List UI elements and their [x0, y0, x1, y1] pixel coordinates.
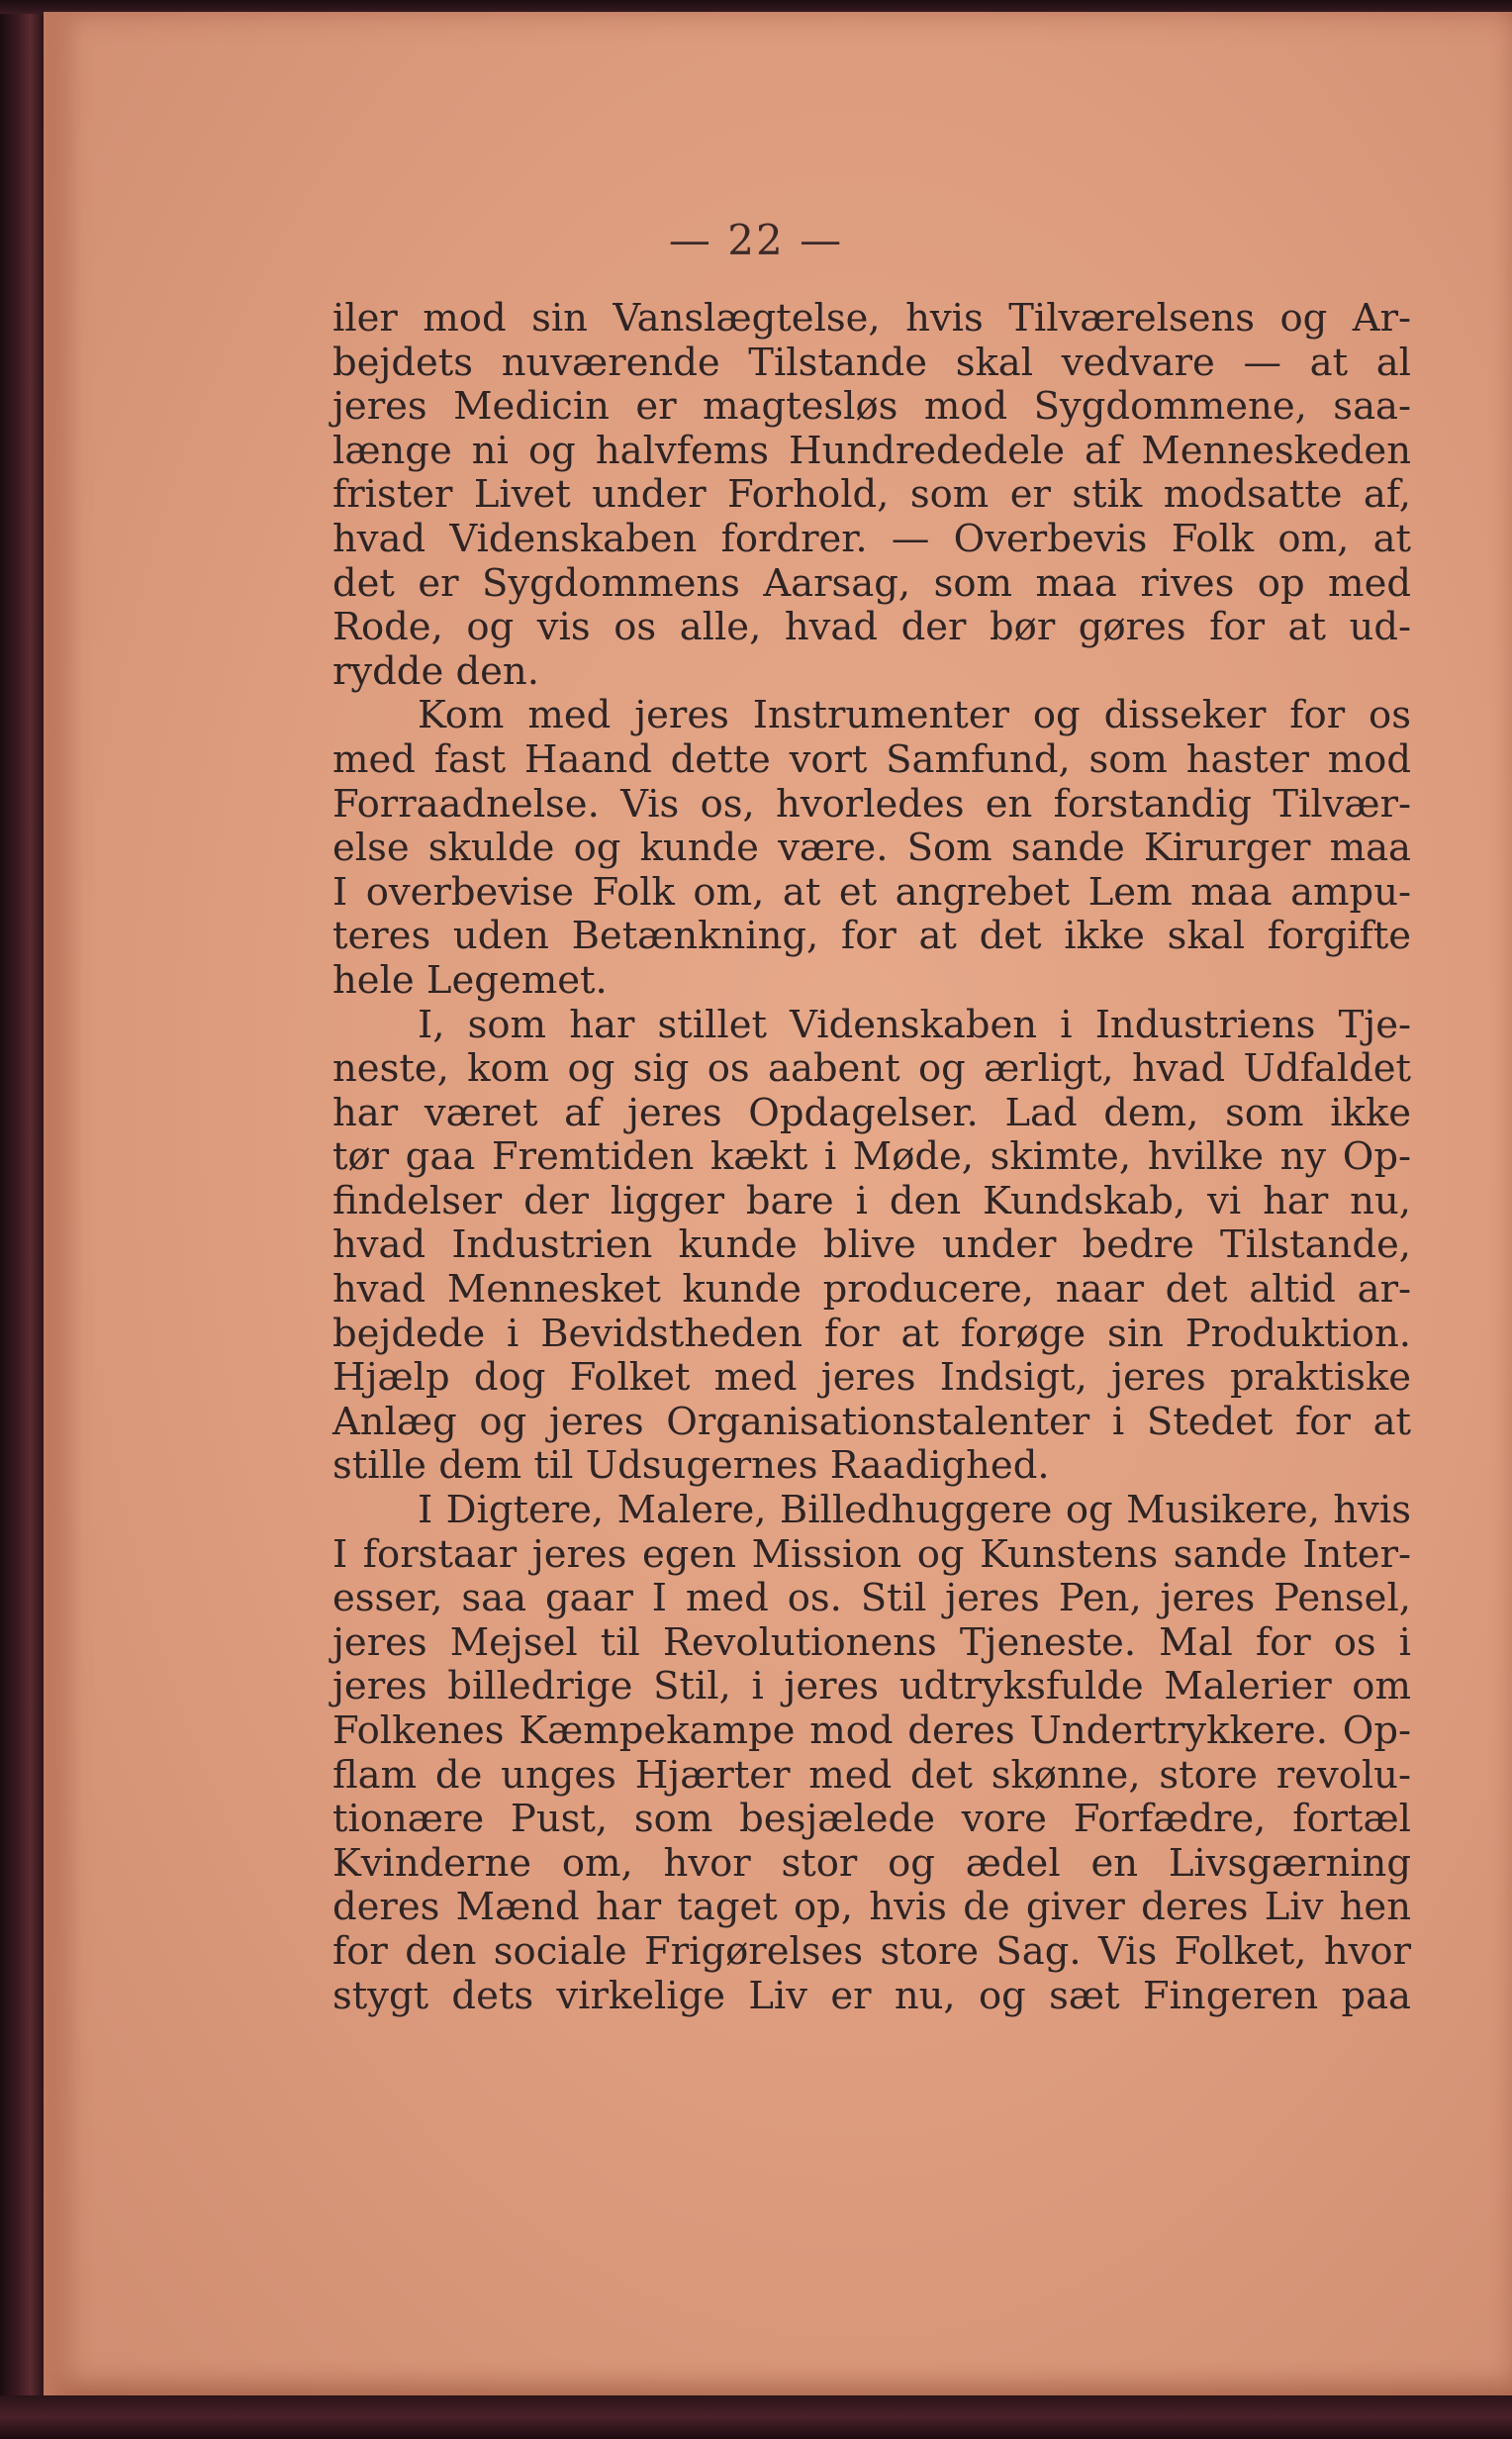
text-line: deres Mænd har taget op, hvis de giver deres Liv hen: [332, 1885, 1411, 1930]
text-line: Rode, og vis os alle, hvad der bør gøres for at ud-: [332, 605, 1411, 650]
text-line: tionære Pust, som besjælede vore Forfædre, fortæl: [332, 1797, 1411, 1842]
text-line: hvad Videnskaben fordrer. — Overbevis Folk om, at: [332, 516, 1411, 561]
text-line: flam de unges Hjærter med det skønne, store revolu-: [332, 1752, 1411, 1798]
text-line: bejdets nuværende Tilstande skal vedvare — at al: [332, 340, 1411, 385]
book-binding-bottom: [0, 2395, 1512, 2439]
text-line: længe ni og halvfems Hundrededele af Menneskeden: [332, 428, 1411, 473]
text-line: else skulde og kunde være. Som sande Kirurger maa: [332, 826, 1411, 871]
text-line: I, som har stillet Videnskaben i Industriens Tje-: [418, 1002, 1411, 1047]
text-line: frister Livet under Forhold, som er stik modsatte af,: [332, 472, 1411, 518]
text-line: stille dem til Udsugernes Raadighed.: [332, 1443, 1050, 1489]
text-line: Forraadnelse. Vis os, hvorledes en forstandig Tilvær-: [332, 781, 1411, 827]
text-line: det er Sygdommens Aarsag, som maa rives op med: [332, 560, 1411, 606]
text-line: rydde den.: [332, 648, 539, 694]
text-line: hele Legemet.: [332, 957, 608, 1003]
text-line: I Digtere, Malere, Billedhuggere og Musikere, hvis: [418, 1488, 1411, 1533]
text-line: hvad Industrien kunde blive under bedre Tilstande,: [332, 1222, 1411, 1268]
text-line: findelser der ligger bare i den Kundskab, vi har nu,: [332, 1178, 1411, 1223]
text-line: har været af jeres Opdagelser. Lad dem, som ikke: [332, 1090, 1411, 1135]
text-line: I overbevise Folk om, at et angrebet Lem maa ampu-: [332, 869, 1411, 915]
text-line: esser, saa gaar I med os. Stil jeres Pen, jeres Pensel,: [332, 1576, 1411, 1621]
text-line: bejdede i Bevidstheden for at forøge sin Produktion.: [332, 1311, 1411, 1356]
text-line: for den sociale Frigørelses store Sag. Vis Folket, hvor: [332, 1928, 1411, 1974]
text-line: stygt dets virkelige Liv er nu, og sæt Fingeren paa: [332, 1973, 1411, 2018]
text-line: Kom med jeres Instrumenter og disseker for os: [418, 693, 1411, 738]
page-number: — 22 —: [668, 216, 844, 264]
text-line: tør gaa Fremtiden kækt i Møde, skimte, hvilke ny Op-: [332, 1134, 1411, 1180]
text-line: teres uden Betænkning, for at det ikke skal forgifte: [332, 914, 1411, 959]
text-line: Kvinderne om, hvor stor og ædel en Livsgærning: [332, 1840, 1411, 1886]
text-line: jeres Mejsel til Revolutionens Tjeneste. Mal for os i: [332, 1619, 1411, 1665]
text-line: iler mod sin Vanslægtelse, hvis Tilværelsens og Ar-: [332, 296, 1411, 341]
text-line: jeres Medicin er magtesløs mod Sygdommene, saa-: [332, 384, 1411, 430]
text-line: I forstaar jeres egen Mission og Kunstens sande Inter-: [332, 1531, 1411, 1577]
text-line: jeres billedrige Stil, i jeres udtryksfulde Malerier om: [332, 1664, 1411, 1709]
text-line: med fast Haand dette vort Samfund, som haster mod: [332, 736, 1411, 782]
text-line: hvad Mennesket kunde producere, naar det altid ar-: [332, 1267, 1411, 1313]
page-gutter-shadow: [44, 12, 83, 2395]
body-text: [332, 297, 1411, 2018]
book-binding-left: [0, 0, 44, 2439]
text-line: Hjælp dog Folket med jeres Indsigt, jeres praktiske: [332, 1355, 1411, 1401]
text-line: Anlæg og jeres Organisationstalenter i Stedet for at: [332, 1399, 1411, 1444]
text-line: Folkenes Kæmpekampe mod deres Undertrykkere. Op-: [332, 1708, 1411, 1753]
text-line: neste, kom og sig os aabent og ærligt, hvad Udfaldet: [332, 1046, 1411, 1092]
